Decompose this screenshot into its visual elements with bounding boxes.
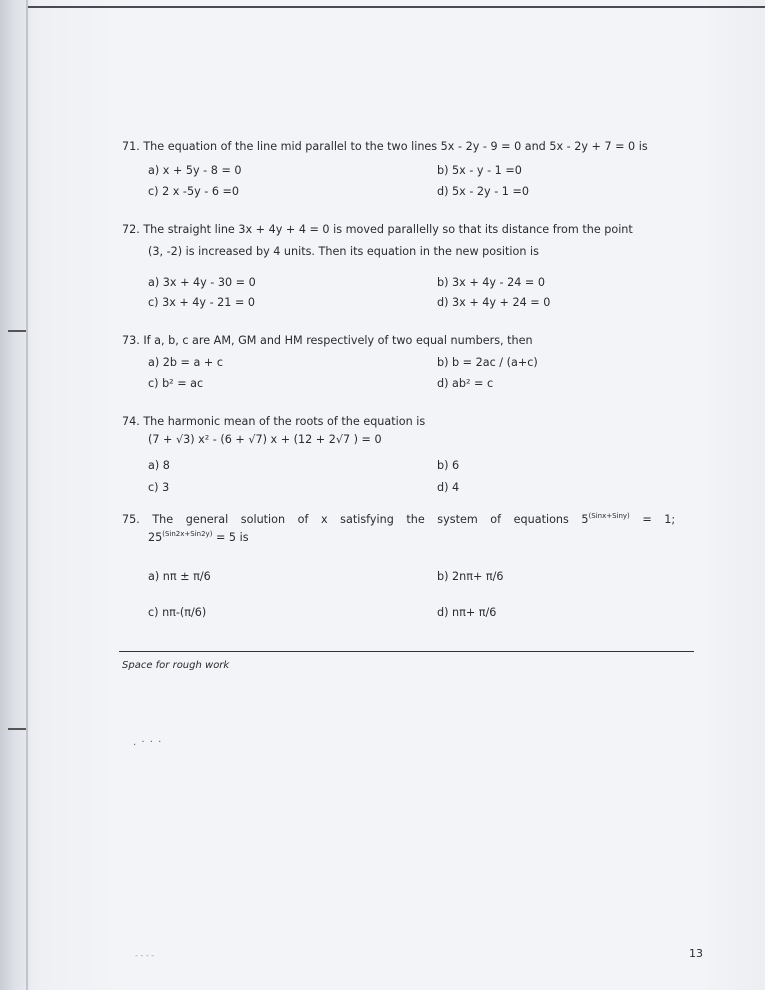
question-72-stem-line2: (3, -2) is increased by 4 units. Then its equation in the new position is	[148, 245, 539, 258]
question-71-option-c: c) 2 x -5y - 6 =0	[148, 185, 240, 198]
rough-work-divider	[119, 651, 694, 652]
question-75-option-a: a) nπ ± π/6	[148, 570, 211, 583]
question-72-option-c: c) 3x + 4y - 21 = 0	[148, 296, 256, 309]
question-73-option-b: b) b = 2ac / (a+c)	[437, 356, 538, 369]
question-71-option-b: b) 5x - y - 1 =0	[437, 164, 522, 177]
spine-mark-bottom	[8, 728, 28, 730]
question-74-option-d: d) 4	[437, 481, 460, 494]
question-75-stem-suffix: = 1;	[629, 513, 676, 526]
question-71-stem: 71. The equation of the line mid parallel to the two lines 5x - 2y - 9 = 0 and 5x - 2y + 7 = 0 is	[122, 140, 648, 153]
question-73-stem: 73. If a, b, c are AM, GM and HM respectively of two equal numbers, then	[122, 334, 533, 347]
question-75-stem-line2	[148, 530, 249, 546]
question-75-exponent-1: (Sinx+Siny)	[588, 512, 630, 520]
faint-mark: - - - -	[135, 951, 155, 960]
top-border	[28, 6, 765, 8]
question-74-option-a: a) 8	[148, 459, 170, 472]
spine-edge	[26, 0, 28, 990]
question-71-option-a: a) x + 5y - 8 = 0	[148, 164, 242, 177]
rough-work-label: Space for rough work	[122, 660, 230, 671]
page-number: 13	[689, 947, 703, 960]
question-72-option-d: d) 3x + 4y + 24 = 0	[437, 296, 551, 309]
question-74-stem-line1: 74. The harmonic mean of the roots of the equation is	[122, 415, 426, 428]
question-75-stem-line1	[122, 512, 702, 528]
question-75-option-b: b) 2nπ+ π/6	[437, 570, 504, 583]
question-72-option-a: a) 3x + 4y - 30 = 0	[148, 276, 256, 289]
question-75-option-c: c) nπ-(π/6)	[148, 606, 207, 619]
question-75-line2-suffix: = 5 is	[212, 531, 249, 544]
question-73-option-c: c) b² = ac	[148, 377, 204, 390]
question-72-stem-line1: 72. The straight line 3x + 4y + 4 = 0 is moved parallelly so that its distance from the point	[122, 223, 633, 236]
question-71-option-d: d) 5x - 2y - 1 =0	[437, 185, 529, 198]
question-74-option-c: c) 3	[148, 481, 170, 494]
question-73-option-d: d) ab² = c	[437, 377, 494, 390]
question-75-option-d: d) nπ+ π/6	[437, 606, 497, 619]
question-75-line2-prefix: 25	[148, 531, 163, 544]
pencil-smudge: . · · ·	[133, 737, 163, 748]
question-75-stem-prefix: 75. The general solution of x satisfying the system of equations 5	[122, 513, 589, 526]
question-74-option-b: b) 6	[437, 459, 460, 472]
question-75-exponent-2: (Sin2x+Sin2y)	[162, 530, 213, 538]
question-74-equation: (7 + √3) x² - (6 + √7) x + (12 + 2√7 ) = 0	[148, 433, 382, 446]
question-73-option-a: a) 2b = a + c	[148, 356, 223, 369]
spine-mark-top	[8, 330, 28, 332]
question-72-option-b: b) 3x + 4y - 24 = 0	[437, 276, 545, 289]
